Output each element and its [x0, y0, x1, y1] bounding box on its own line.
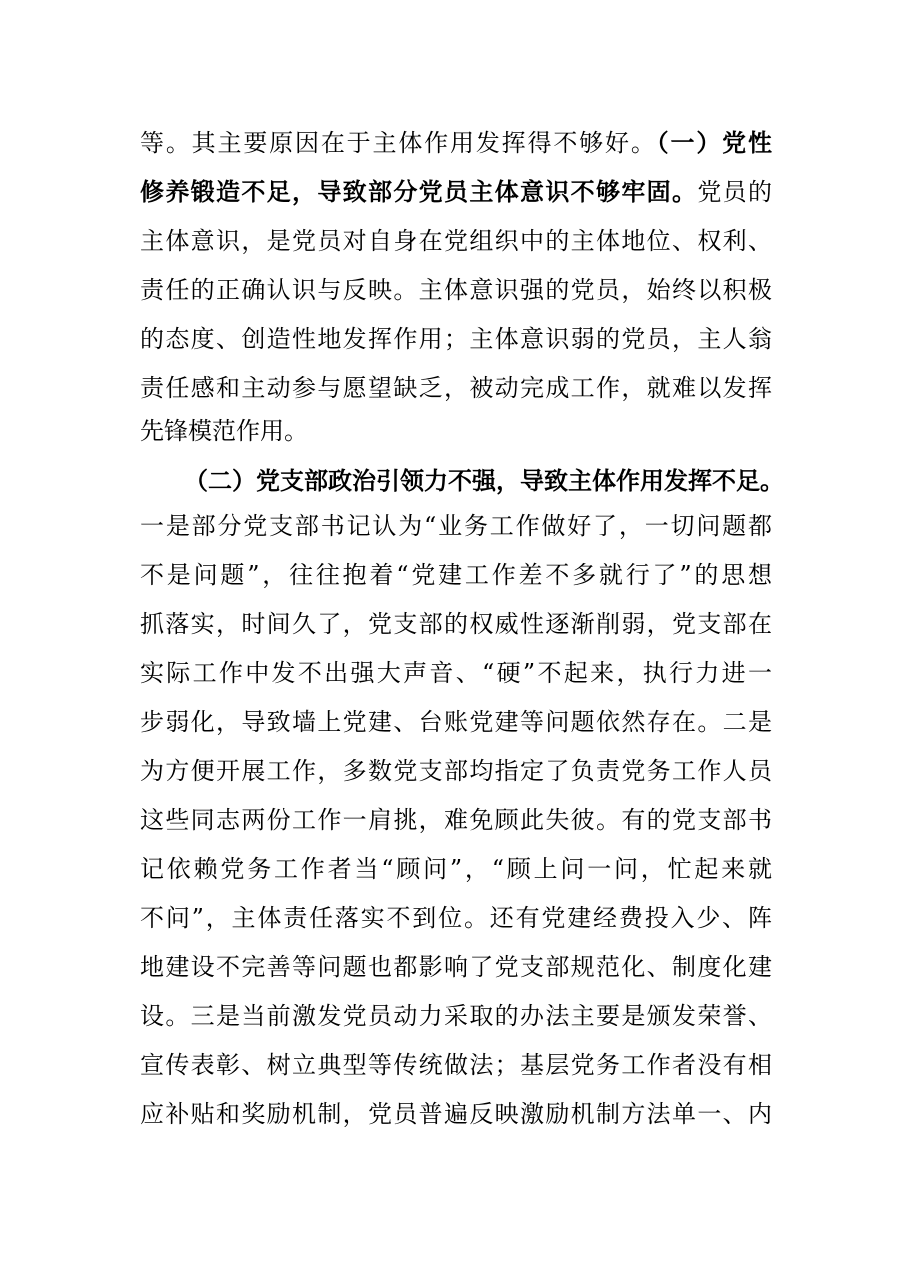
text-line: 的态度、创造性地发挥作用；主体意识弱的党员，主人翁	[140, 325, 772, 353]
text-line: 步弱化，导致墙上党建、台账党建等问题依然存在。二是	[140, 708, 772, 736]
text-run: 等。其主要原因在于主体作用发挥得不够好。	[140, 129, 657, 157]
text-line: 应补贴和奖励机制，党员普遍反映激励机制方法单一、内	[140, 1100, 772, 1128]
text-line: 实际工作中发不出强大声音、“硬”不起来，执行力进一	[140, 659, 772, 687]
section-heading: （二）党支部政治引领力不强，导致主体作用发挥不足。	[184, 466, 784, 495]
text-line: 主体意识，是党员对自身在党组织中的主体地位、权利、	[140, 227, 772, 255]
text-line: 这些同志两份工作一肩挑，难免顾此失彼。有的党支部书	[140, 806, 772, 834]
text-line: 设。三是当前激发党员动力采取的办法主要是颁发荣誉、	[140, 1002, 772, 1030]
text-line: 地建设不完善等问题也都影响了党支部规范化、制度化建	[140, 953, 772, 981]
text-line: 抓落实，时间久了，党支部的权威性逐渐削弱，党支部在	[140, 610, 772, 638]
text-line: 宣传表彰、树立典型等传统做法；基层党务工作者没有相	[140, 1051, 772, 1079]
text-line: 不问”，主体责任落实不到位。还有党建经费投入少、阵	[140, 904, 772, 932]
text-line: 先锋模范作用。	[140, 417, 308, 445]
text-line: 责任的正确认识与反映。主体意识强的党员，始终以积极	[140, 276, 772, 304]
text-run: 党员的	[697, 178, 772, 206]
text-line	[140, 177, 772, 207]
heading-run: 修养锻造不足，导致部分党员主体意识不够牢固。	[140, 177, 698, 206]
text-line: 为方便开展工作，多数党支部均指定了负责党务工作人员	[140, 757, 772, 785]
text-line: 记依赖党务工作者当“顾问”，“顾上问一问，忙起来就	[140, 855, 772, 883]
text-line: 责任感和主动参与愿望缺乏，被动完成工作，就难以发挥	[140, 374, 772, 402]
text-line	[140, 128, 772, 158]
text-line: 一是部分党支部书记认为“业务工作做好了，一切问题都	[140, 512, 772, 540]
text-line: 不是问题”，往往抱着“党建工作差不多就行了”的思想	[140, 561, 772, 589]
heading-run: （一）党性	[656, 128, 772, 157]
